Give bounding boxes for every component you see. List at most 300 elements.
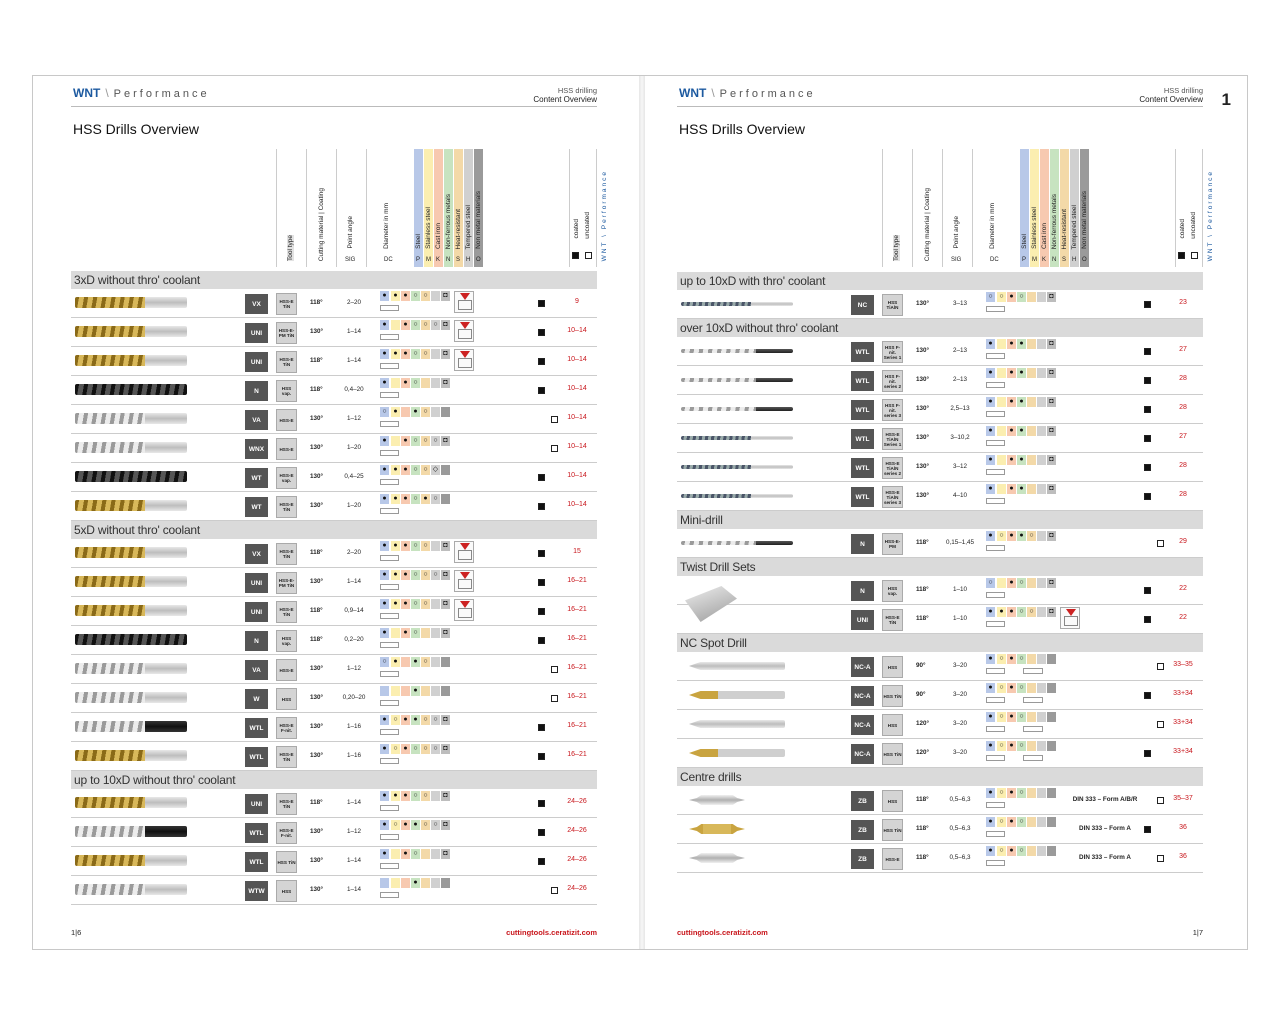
material-suitability — [986, 712, 1059, 724]
suitability-cell — [401, 407, 410, 417]
table-row — [71, 655, 597, 684]
diameter-range: 0,5–6,3 — [949, 796, 971, 803]
left-page — [71, 76, 608, 949]
suitability-cell: ○ — [1027, 531, 1036, 541]
material-letter: P — [1022, 257, 1027, 263]
tool-type-badge: UNI — [245, 794, 268, 814]
cutting-material-badge: HSS — [882, 714, 903, 736]
material-letter: K — [436, 257, 441, 263]
suitability-cell: ○ — [997, 741, 1006, 751]
tool-type-badge: WTL — [851, 371, 874, 391]
drill-image — [75, 721, 187, 732]
material-suitability — [986, 607, 1059, 619]
suitability-cell: ● — [401, 599, 410, 609]
suitability-cell — [1027, 846, 1036, 856]
table-row — [71, 539, 597, 568]
material-band-K — [1040, 149, 1049, 267]
page-title: HSS Drills Overview — [73, 121, 200, 137]
material-letter: S — [456, 257, 461, 263]
brand-logo: WNT \ Performance — [73, 86, 210, 100]
dimension-symbol — [986, 668, 1005, 674]
suitability-cell — [997, 339, 1006, 349]
suitability-cell: ● — [986, 741, 995, 751]
recommendation-icon — [454, 320, 474, 342]
uncoated-marker — [1157, 540, 1164, 547]
suitability-cell: ○ — [391, 744, 400, 754]
suitability-cell: ○ — [1017, 654, 1026, 664]
tool-type-label: Tool type — [893, 234, 900, 261]
suitability-cell: ● — [1007, 339, 1016, 349]
suitability-cell: ○ — [1017, 846, 1026, 856]
dimension-symbol — [380, 305, 399, 311]
dimension-symbol — [380, 671, 399, 677]
material-label: Cast iron — [435, 222, 442, 249]
perf-column-label: WNT \ Performance — [1207, 169, 1214, 261]
suitability-cell — [1047, 846, 1056, 856]
table-row — [677, 395, 1203, 424]
suitability-cell: ○ — [421, 599, 430, 609]
uncoated-marker — [1157, 663, 1164, 670]
page-reference[interactable]: 10–14 — [567, 327, 587, 334]
drill-image — [689, 720, 785, 728]
page-reference[interactable]: 10–14 — [567, 501, 587, 508]
coated-marker — [538, 300, 545, 307]
dimension-symbol — [380, 700, 399, 706]
suitability-cell: ● — [986, 788, 995, 798]
material-label: Heat-resistant — [1061, 208, 1068, 249]
suitability-cell — [1037, 484, 1046, 494]
suitability-cell: ○ — [431, 320, 440, 330]
page-reference[interactable]: 22 — [1179, 614, 1187, 621]
material-suitability — [380, 349, 453, 361]
material-suitability — [380, 686, 453, 698]
cutting-material-badge: HSS-E TiN — [276, 293, 297, 315]
suitability-cell: ● — [1007, 846, 1016, 856]
table-row — [677, 739, 1203, 768]
material-suitability — [986, 426, 1059, 438]
page-reference[interactable]: 10–14 — [567, 356, 587, 363]
coated-marker — [1144, 587, 1151, 594]
right-page — [677, 76, 1231, 949]
page-reference[interactable]: 33+34 — [1173, 719, 1193, 726]
suitability-cell — [441, 878, 450, 888]
dimension-symbol-2 — [1023, 697, 1043, 703]
suitability-cell — [1027, 817, 1036, 827]
diameter-label: Diameter in mm — [989, 203, 996, 249]
suitability-cell: ○ — [411, 291, 420, 301]
page-reference[interactable]: 24–26 — [567, 798, 587, 805]
coated-marker — [538, 608, 545, 615]
page-reference[interactable]: 16–21 — [567, 606, 587, 613]
dimension-symbol — [380, 729, 399, 735]
material-letter: H — [1072, 257, 1077, 263]
page-reference[interactable]: 10–14 — [567, 443, 587, 450]
table-row — [677, 366, 1203, 395]
diameter-range: 1–14 — [346, 799, 361, 806]
uncoated-label: uncoated — [584, 212, 591, 239]
material-suitability — [986, 368, 1059, 380]
suitability-cell — [1037, 712, 1046, 722]
suitability-cell: ○ — [421, 320, 430, 330]
page-reference[interactable]: 28 — [1179, 375, 1187, 382]
suitability-cell: ● — [411, 657, 420, 667]
suitability-cell — [1037, 339, 1046, 349]
suitability-cell: ◘ — [1047, 292, 1056, 302]
page-reference[interactable]: 16–21 — [567, 635, 587, 642]
point-angle: 130° — [310, 723, 324, 730]
suitability-cell — [1047, 817, 1056, 827]
recommendation-icon — [454, 291, 474, 313]
dimension-symbol — [986, 545, 1005, 551]
material-letter: M — [1032, 257, 1037, 263]
page-number: 1|6 — [71, 928, 82, 937]
suitability-cell: ● — [401, 320, 410, 330]
diameter-range: 1–12 — [346, 828, 361, 835]
suitability-cell: ○ — [1017, 578, 1026, 588]
suitability-cell: ◘ — [1047, 531, 1056, 541]
material-label: Non metal materials — [475, 191, 482, 249]
page-reference[interactable]: 29 — [1179, 538, 1187, 545]
catalog-spread — [32, 75, 1248, 950]
drill-image — [75, 384, 187, 395]
suitability-cell — [431, 599, 440, 609]
table-row — [677, 453, 1203, 482]
suitability-cell — [401, 657, 410, 667]
tool-type-badge: N — [245, 381, 268, 401]
page-reference[interactable]: 27 — [1179, 346, 1187, 353]
material-suitability — [380, 849, 453, 861]
page-reference[interactable]: 24–26 — [567, 827, 587, 834]
drill-image — [75, 855, 187, 866]
material-label: Non-ferrous metals — [1051, 193, 1058, 249]
suitability-cell: ◘ — [441, 599, 450, 609]
cutting-material-badge: HSS vap. — [276, 380, 297, 402]
point-angle: 118° — [310, 549, 323, 556]
drill-image — [681, 302, 793, 306]
point-angle: 130° — [310, 415, 324, 422]
website-link[interactable]: cuttingtools.ceratizit.com — [506, 928, 597, 937]
suitability-cell — [1037, 531, 1046, 541]
diameter-range: 1–10 — [952, 586, 967, 593]
dimension-symbol — [986, 306, 1005, 312]
point-angle: 130° — [916, 405, 930, 412]
suitability-cell: ● — [1007, 484, 1016, 494]
point-angle: 130° — [310, 328, 324, 335]
dimension-symbol — [986, 755, 1005, 761]
suitability-cell: ○ — [997, 654, 1006, 664]
suitability-cell: ○ — [411, 465, 420, 475]
suitability-cell: ● — [401, 541, 410, 551]
drill-image — [689, 853, 745, 863]
page-reference[interactable]: 35–37 — [1173, 795, 1193, 802]
material-suitability — [986, 339, 1059, 351]
tool-type-badge: WT — [245, 468, 268, 488]
diameter-range: 2–13 — [952, 376, 967, 383]
suitability-cell: ○ — [431, 715, 440, 725]
point-angle: 118° — [916, 539, 929, 546]
diameter-range: 1–12 — [346, 415, 361, 422]
table-row — [677, 576, 1203, 605]
page-reference[interactable]: 16–21 — [567, 577, 587, 584]
material-letter: H — [466, 257, 471, 263]
drill-image — [75, 297, 187, 308]
cutting-material-badge: HSS TiN — [882, 685, 903, 707]
suitability-cell: ○ — [1017, 817, 1026, 827]
cutting-material-badge: HSS F-nit. series 3 — [882, 399, 903, 421]
material-suitability — [986, 531, 1059, 543]
suitability-cell: ● — [1007, 712, 1016, 722]
drill-image — [75, 797, 187, 808]
suitability-cell — [997, 368, 1006, 378]
material-label: Steel — [415, 234, 422, 249]
point-angle: 120° — [916, 749, 930, 756]
header-rule — [677, 106, 1203, 107]
suitability-cell: ● — [1007, 455, 1016, 465]
dimension-symbol — [986, 382, 1005, 388]
diameter-range: 0,20–20 — [342, 694, 366, 701]
suitability-cell: ○ — [380, 657, 389, 667]
suitability-cell — [1037, 788, 1046, 798]
coated-marker — [538, 474, 545, 481]
dimension-symbol-2 — [1023, 755, 1043, 761]
table-row — [677, 681, 1203, 710]
page-reference[interactable]: 15 — [573, 548, 581, 555]
suitability-cell: ● — [401, 378, 410, 388]
material-suitability — [380, 291, 453, 303]
chapter-number: 1 — [1221, 90, 1231, 109]
page-reference[interactable]: 16–21 — [567, 751, 587, 758]
suitability-cell: ● — [1007, 654, 1016, 664]
point-angle: 118° — [310, 799, 323, 806]
dimension-symbol — [380, 613, 399, 619]
page-reference[interactable]: 33+34 — [1173, 690, 1193, 697]
suitability-cell — [391, 849, 400, 859]
suitability-cell — [431, 407, 440, 417]
section-header: Centre drills — [677, 768, 1203, 786]
suitability-cell: ◘ — [441, 541, 450, 551]
cutting-material-badge: HSS-E — [882, 848, 903, 870]
page-reference[interactable]: 23 — [1179, 299, 1187, 306]
suitability-cell: ● — [1017, 397, 1026, 407]
suitability-cell: ● — [401, 494, 410, 504]
page-reference[interactable]: 33+34 — [1173, 748, 1193, 755]
suitability-cell — [1037, 607, 1046, 617]
material-suitability — [986, 788, 1059, 800]
diameter-range: 0,4–25 — [344, 473, 364, 480]
material-suitability — [380, 599, 453, 611]
suitability-cell — [1037, 683, 1046, 693]
suitability-cell — [1027, 788, 1036, 798]
page-reference[interactable]: 16–21 — [567, 664, 587, 671]
table-row — [677, 786, 1203, 815]
section-header: NC Spot Drill — [677, 634, 1203, 652]
suitability-cell — [1027, 426, 1036, 436]
header-info: HSS drilling Content Overview — [533, 86, 597, 104]
tool-type-badge: UNI — [245, 573, 268, 593]
cutting-material-badge: HSS-E F-nit. — [276, 717, 297, 739]
suitability-cell: ● — [380, 791, 389, 801]
dimension-symbol — [986, 440, 1005, 446]
coated-marker — [538, 637, 545, 644]
suitability-cell: ◘ — [441, 849, 450, 859]
suitability-cell: ● — [986, 817, 995, 827]
tool-type-badge: WTL — [851, 400, 874, 420]
suitability-cell: ○ — [1017, 741, 1026, 751]
suitability-cell — [1027, 339, 1036, 349]
diameter-range: 3–20 — [952, 691, 967, 698]
cutting-material-badge: HSS-E TiN — [276, 793, 297, 815]
suitability-cell: ● — [411, 878, 420, 888]
dimension-symbol-2 — [1023, 668, 1043, 674]
point-angle: 130° — [916, 300, 930, 307]
page-reference[interactable]: 28 — [1179, 404, 1187, 411]
suitability-cell — [1037, 292, 1046, 302]
suitability-cell: ◘ — [1047, 578, 1056, 588]
suitability-cell: ○ — [997, 846, 1006, 856]
suitability-cell: ● — [986, 531, 995, 541]
suitability-cell — [1037, 368, 1046, 378]
din-standard: DIN 333 – Form A/B/R — [1072, 796, 1138, 803]
diameter-column — [366, 149, 416, 267]
suitability-cell: ○ — [431, 744, 440, 754]
point-angle: 130° — [916, 463, 930, 470]
website-link[interactable]: cuttingtools.ceratizit.com — [677, 928, 768, 937]
diameter-range: 3–12 — [952, 463, 967, 470]
drill-image — [681, 494, 793, 498]
cutting-material-badge: HSS-E — [276, 659, 297, 681]
cutting-material-badge: HSS-E vap. — [276, 467, 297, 489]
material-suitability — [380, 436, 453, 448]
page-reference[interactable]: 22 — [1179, 585, 1187, 592]
material-suitability — [380, 570, 453, 582]
suitability-cell: ○ — [431, 570, 440, 580]
page-reference[interactable]: 10–14 — [567, 472, 587, 479]
drill-image — [681, 465, 793, 469]
drill-image — [681, 541, 793, 545]
page-reference[interactable]: 10–14 — [567, 385, 587, 392]
material-suitability — [986, 741, 1059, 753]
page-reference[interactable]: 16–21 — [567, 722, 587, 729]
tool-type-badge: WTW — [245, 881, 268, 901]
suitability-cell — [1037, 455, 1046, 465]
material-suitability — [380, 744, 453, 756]
table-row — [677, 710, 1203, 739]
table-row — [677, 290, 1203, 319]
page-reference[interactable]: 36 — [1179, 853, 1187, 860]
material-suitability — [380, 541, 453, 553]
suitability-cell — [391, 320, 400, 330]
cutting-material-badge: HSS TiN — [882, 819, 903, 841]
page-reference[interactable]: 16–21 — [567, 693, 587, 700]
suitability-cell: ● — [391, 599, 400, 609]
suitability-cell: ● — [986, 484, 995, 494]
material-suitability — [986, 455, 1059, 467]
cutting-material-badge: HSS-E TiN — [882, 609, 903, 631]
dimension-symbol — [380, 421, 399, 427]
diameter-range: 1–20 — [346, 502, 361, 509]
drill-image — [681, 407, 793, 411]
coated-marker — [1144, 464, 1151, 471]
suitability-cell: ● — [986, 654, 995, 664]
table-row — [71, 713, 597, 742]
material-suitability — [380, 465, 453, 477]
column-headers — [71, 149, 608, 267]
suitability-cell: ● — [1007, 741, 1016, 751]
suitability-cell: ● — [391, 465, 400, 475]
drill-image — [75, 576, 187, 587]
table-row — [677, 337, 1203, 366]
suitability-cell — [1047, 788, 1056, 798]
page-reference[interactable]: 24–26 — [567, 885, 587, 892]
suitability-cell: ● — [1017, 455, 1026, 465]
coated-marker — [1144, 406, 1151, 413]
cutting-material-badge: HSS-E TiN — [276, 496, 297, 518]
suitability-cell — [1047, 712, 1056, 722]
point-angle: 118° — [310, 386, 323, 393]
table-row — [71, 318, 597, 347]
page-reference[interactable]: 10–14 — [567, 414, 587, 421]
point-angle: 130° — [310, 444, 324, 451]
suitability-cell: ◘ — [1047, 397, 1056, 407]
suitability-cell: ○ — [421, 715, 430, 725]
suitability-cell — [1027, 654, 1036, 664]
material-label: Non-ferrous metals — [445, 193, 452, 249]
suitability-cell — [431, 791, 440, 801]
page-reference[interactable]: 36 — [1179, 824, 1187, 831]
diameter-range: 1–14 — [346, 357, 361, 364]
tool-type-badge: NC-A — [851, 744, 874, 764]
page-reference[interactable]: 28 — [1179, 462, 1187, 469]
page-reference[interactable]: 33–35 — [1173, 661, 1193, 668]
diameter-range: 1–12 — [346, 665, 361, 672]
point-angle: 130° — [916, 376, 930, 383]
drill-image — [75, 355, 187, 366]
table-row — [71, 789, 597, 818]
dimension-symbol — [380, 555, 399, 561]
coated-marker — [1144, 616, 1151, 623]
page-reference[interactable]: 9 — [575, 298, 579, 305]
section-header: up to 10xD with thro' coolant — [677, 272, 1203, 290]
suitability-cell: ● — [1007, 607, 1016, 617]
suitability-cell — [380, 878, 389, 888]
suitability-cell: ● — [1007, 368, 1016, 378]
cutting-material-badge: HSS — [882, 656, 903, 678]
coated-legend-box — [1178, 252, 1185, 259]
suitability-cell: ◘ — [441, 715, 450, 725]
cutting-material-badge: HSS-E TiN — [276, 601, 297, 623]
page-reference[interactable]: 27 — [1179, 433, 1187, 440]
recommendation-icon — [454, 349, 474, 371]
suitability-cell: ○ — [421, 541, 430, 551]
sig-label: SIG — [951, 257, 962, 263]
tool-type-badge: UNI — [245, 323, 268, 343]
coated-marker — [538, 329, 545, 336]
material-band-K — [434, 149, 443, 267]
material-label: Stainless steel — [425, 207, 432, 249]
dimension-symbol — [986, 592, 1005, 598]
page-reference[interactable]: 24–26 — [567, 856, 587, 863]
suitability-cell — [391, 628, 400, 638]
suitability-cell — [997, 426, 1006, 436]
point-angle: 90° — [916, 691, 926, 698]
table-row — [677, 844, 1203, 873]
point-angle-column — [336, 149, 364, 267]
page-reference[interactable]: 28 — [1179, 491, 1187, 498]
cutting-material-badge: HSS TiAlN — [882, 294, 903, 316]
tool-type-badge: WTL — [851, 487, 874, 507]
tool-type-badge: WTL — [245, 747, 268, 767]
column-headers — [677, 149, 1214, 267]
